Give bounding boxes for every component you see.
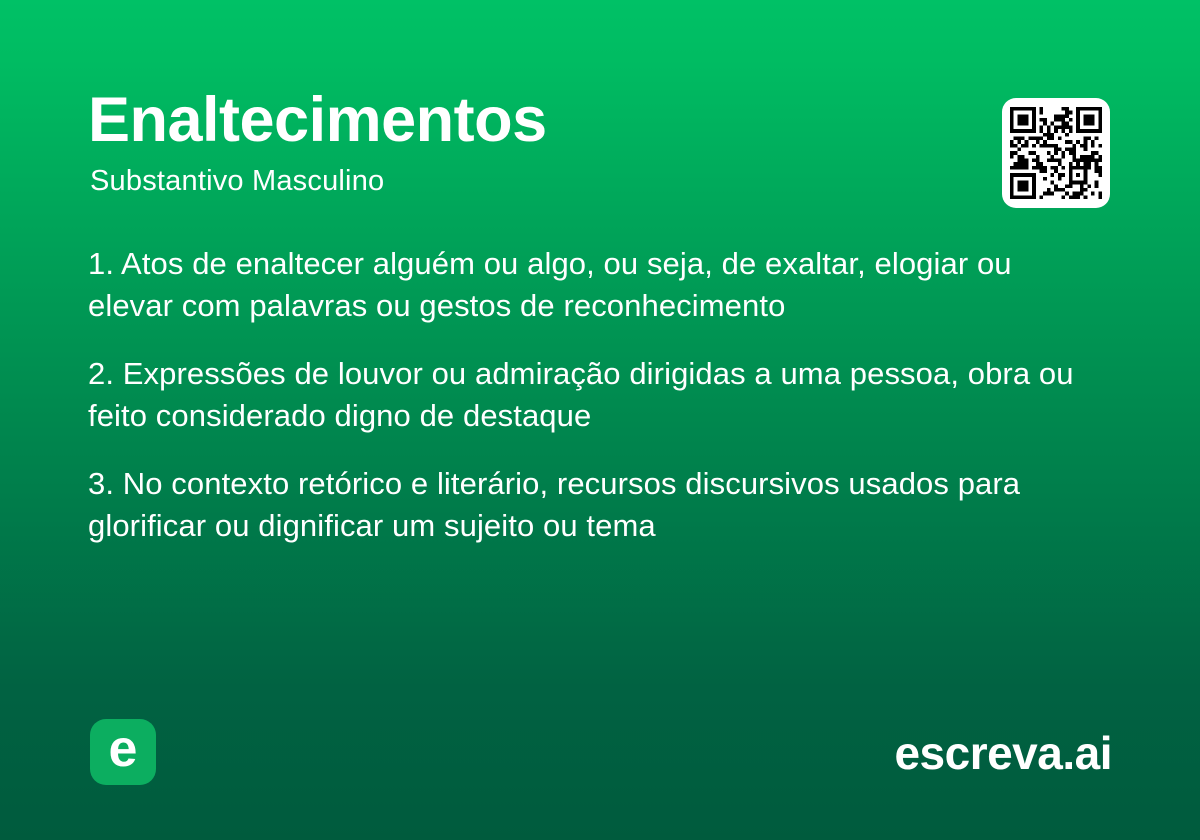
definition-item-3: 3. No contexto retórico e literário, recursos discursivos usados para glorificar ou dignificar um sujeito ou tema bbox=[88, 466, 1021, 543]
definition-item-2: 2. Expressões de louvor ou admiração dirigidas a uma pessoa, obra ou feito considerado digno de destaque bbox=[88, 356, 1074, 433]
qr-code bbox=[1002, 98, 1110, 208]
definition-list bbox=[88, 243, 1098, 573]
word-title: Enaltecimentos bbox=[88, 85, 547, 155]
word-class-subtitle: Substantivo Masculino bbox=[90, 165, 385, 197]
qr-code-icon bbox=[1010, 107, 1102, 199]
brand-name: escreva.ai bbox=[894, 727, 1112, 779]
definition-item-1: 1. Atos de enaltecer alguém ou algo, ou seja, de exaltar, elogiar ou elevar com palavras ou gestos de reconhecimento bbox=[88, 246, 1012, 323]
logo-letter: e bbox=[108, 720, 138, 778]
brand-logo bbox=[90, 719, 156, 785]
